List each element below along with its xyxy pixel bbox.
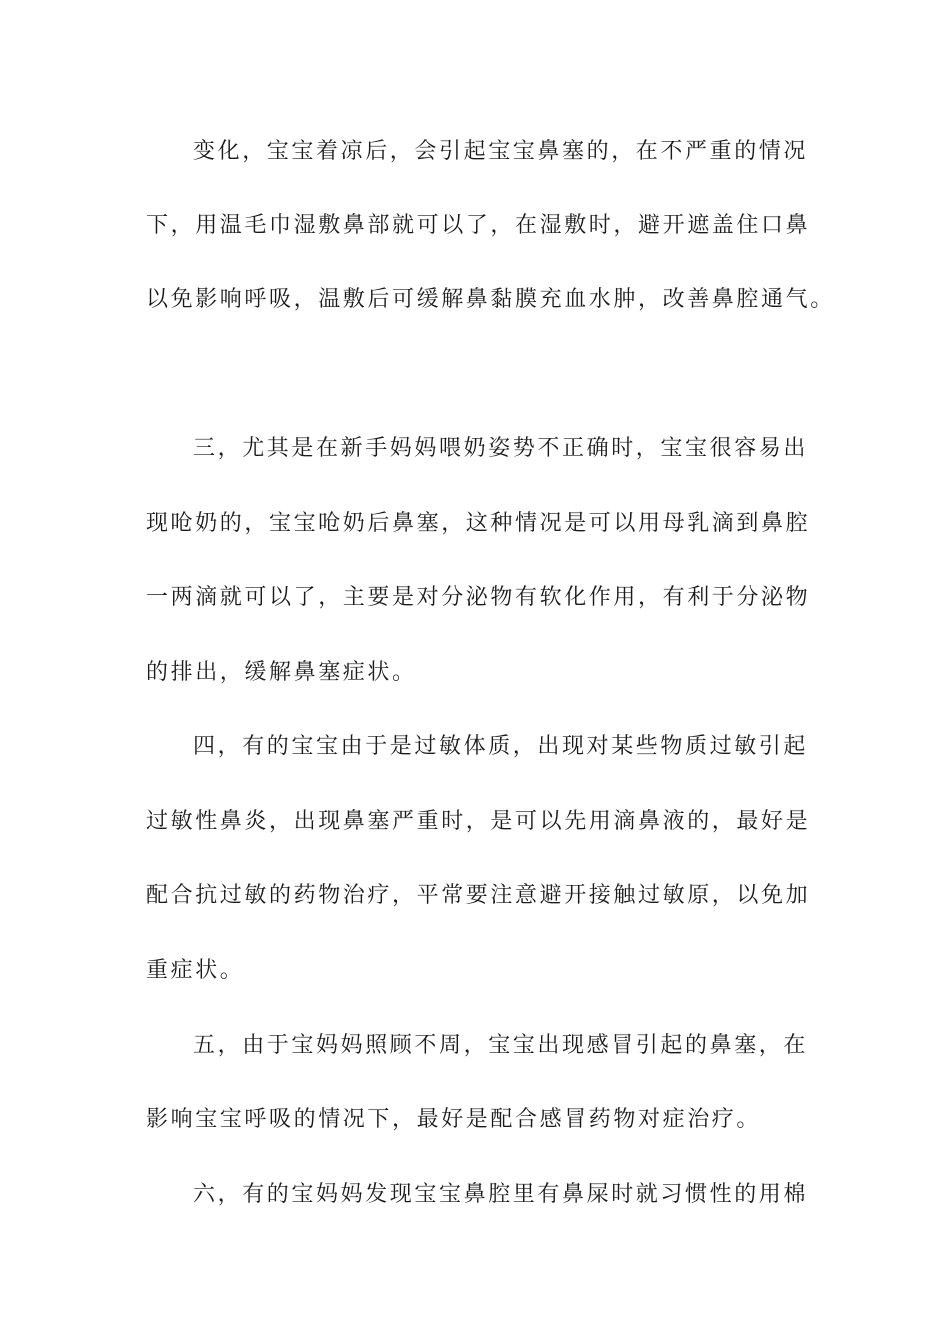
paragraph-line: 下，用温毛巾湿敷鼻部就可以了，在湿敷时，避开遮盖住口鼻 [146, 213, 811, 238]
paragraph-line: 影响宝宝呼吸的情况下，最好是配合感冒药物对症治疗。 [146, 1107, 762, 1132]
paragraph-line: 重症状。 [146, 958, 245, 983]
paragraph-line: 配合抗过敏的药物治疗，平常要注意避开接触过敏原，以免加 [146, 883, 811, 908]
paragraph-line: 四，有的宝宝由于是过敏体质，出现对某些物质过敏引起 [193, 734, 809, 759]
paragraph-line: 变化，宝宝着凉后，会引起宝宝鼻塞的，在不严重的情况 [193, 139, 809, 164]
paragraph-line: 六，有的宝妈妈发现宝宝鼻腔里有鼻屎时就习惯性的用棉 [193, 1182, 809, 1207]
paragraph-line: 现呛奶的，宝宝呛奶后鼻塞，这种情况是可以用母乳滴到鼻腔 [146, 511, 811, 536]
paragraph-line: 一两滴就可以了，主要是对分泌物有软化作用，有利于分泌物 [146, 585, 811, 610]
paragraph-line: 以免影响呼吸，温敷后可缓解鼻黏膜充血水肿，改善鼻腔通气。 [146, 287, 835, 312]
paragraph-line: 过敏性鼻炎，出现鼻塞严重时，是可以先用滴鼻液的，最好是 [146, 809, 811, 834]
paragraph-line: 五，由于宝妈妈照顾不周，宝宝出现感冒引起的鼻塞，在 [193, 1033, 809, 1058]
paragraph-line: 三，尤其是在新手妈妈喂奶姿势不正确时，宝宝很容易出 [193, 436, 809, 461]
paragraph-line: 的排出，缓解鼻塞症状。 [146, 660, 417, 685]
